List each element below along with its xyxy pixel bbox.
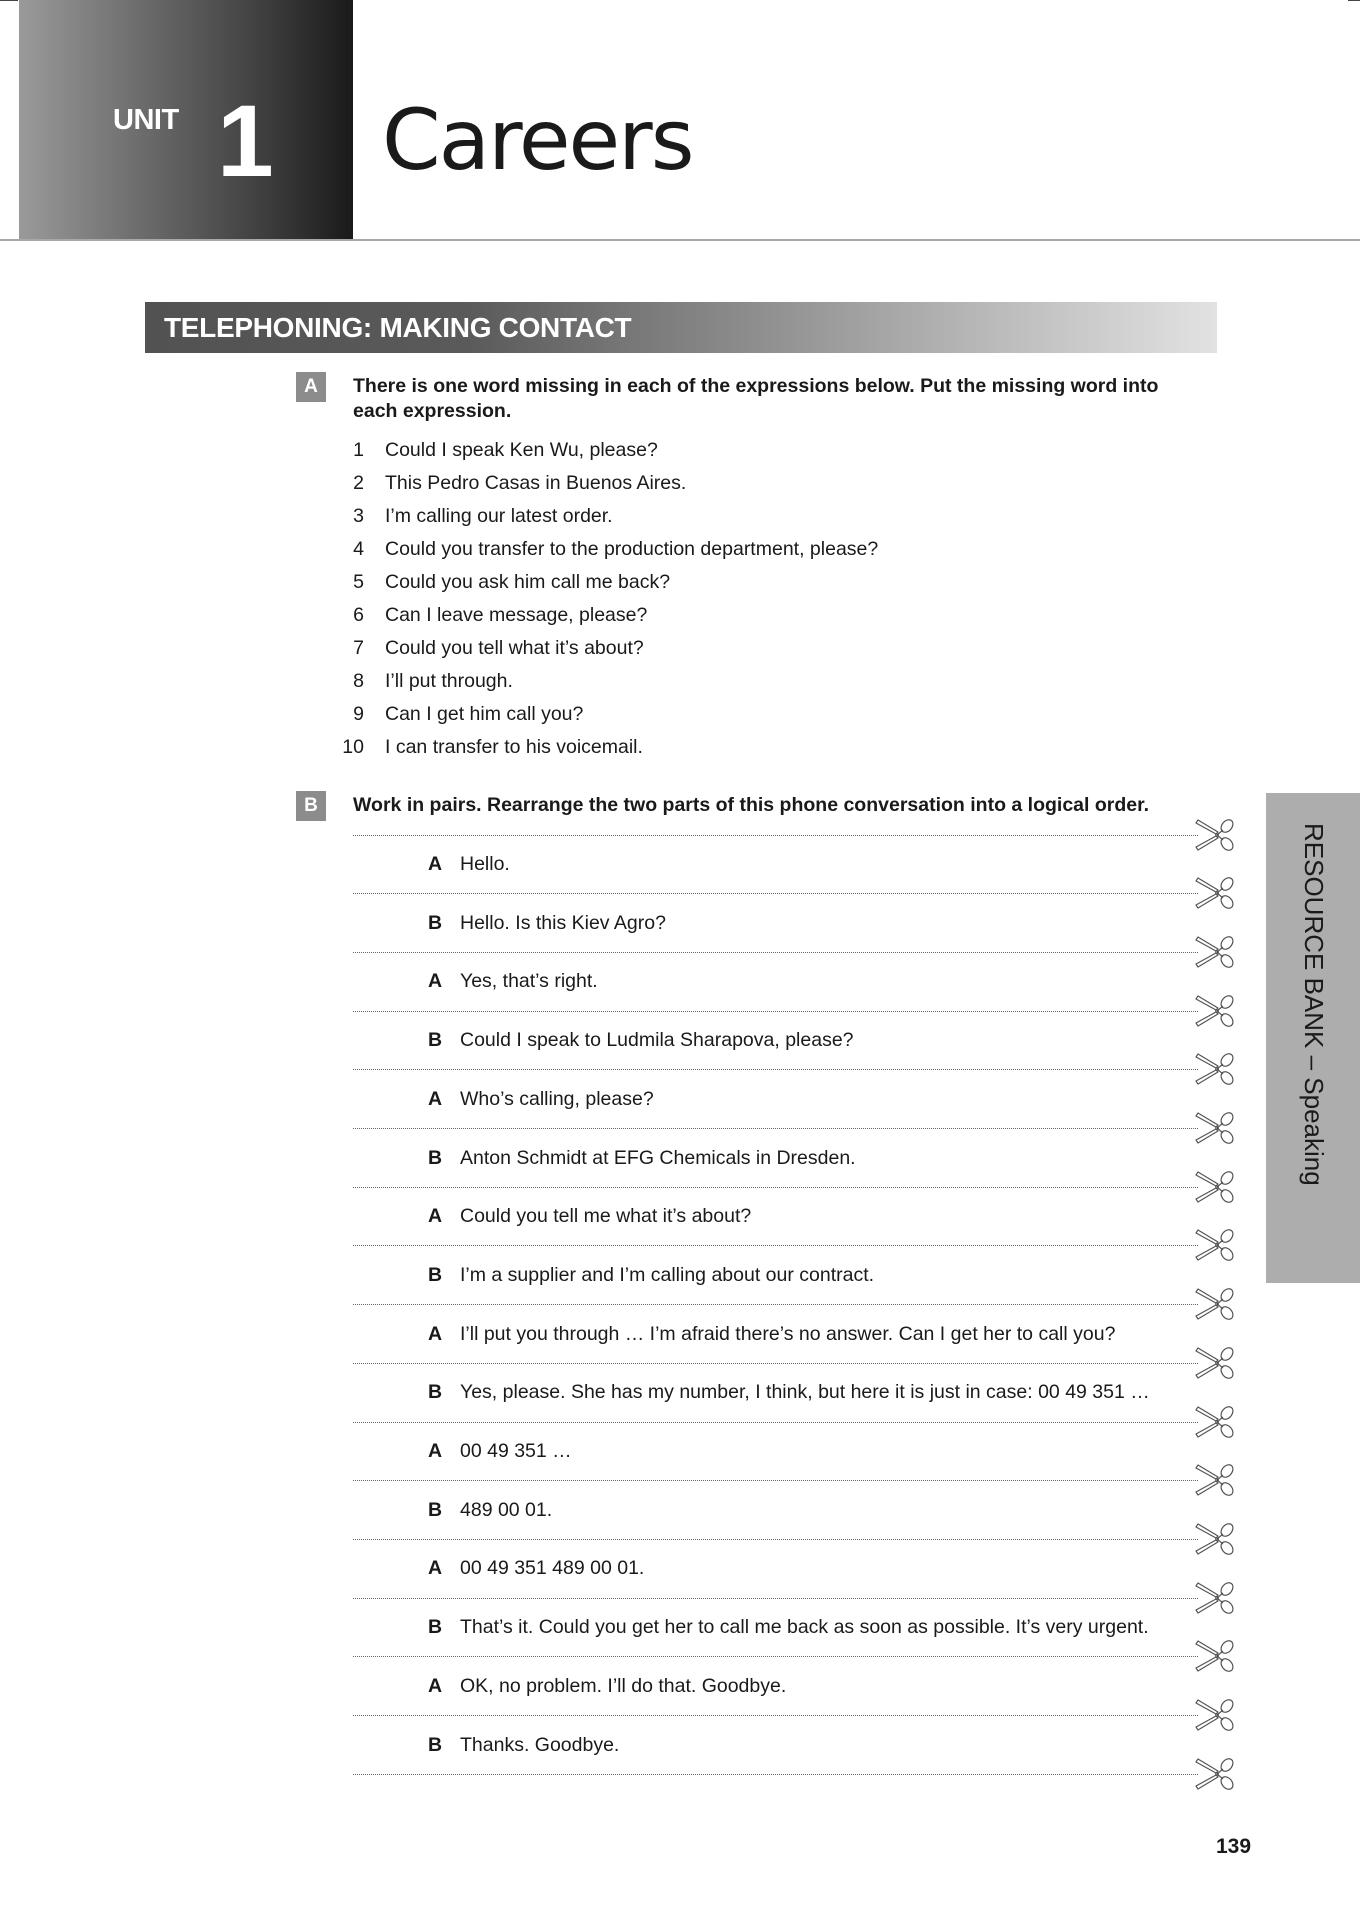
speaker-label: B	[428, 911, 443, 934]
exercise-item	[330, 698, 1030, 731]
section-header	[145, 302, 1217, 353]
conversation-strip	[0, 835, 1180, 893]
item-text: Can I leave message, please?	[385, 604, 648, 626]
exercise-a-badge: A	[296, 372, 326, 402]
header-divider	[0, 239, 1360, 241]
speaker-label: A	[428, 1674, 443, 1697]
side-tab-label: RESOURCE BANK – Speaking	[1299, 823, 1329, 1186]
cut-line	[353, 1774, 1198, 1775]
item-number: 7	[353, 637, 364, 659]
item-number: 5	[353, 571, 364, 593]
strip-text: That’s it. Could you get her to call me back as soon as possible. It’s very urgent.	[460, 1616, 1149, 1639]
conversation-strip	[0, 1598, 1180, 1656]
speaker-label: B	[428, 1733, 443, 1756]
strip-text: OK, no problem. I’ll do that. Goodbye.	[460, 1674, 787, 1697]
speaker-label: B	[428, 1146, 443, 1169]
speaker-label: A	[428, 970, 443, 993]
conversation-strip	[0, 1657, 1180, 1715]
exercise-a-list	[330, 434, 1030, 764]
strip-text: Who’s calling, please?	[460, 1087, 654, 1110]
item-text: Can I get him call you?	[385, 703, 584, 725]
exercise-b-badge: B	[296, 791, 326, 821]
item-text: I can transfer to his voicemail.	[385, 736, 643, 758]
unit-label: UNIT	[113, 104, 179, 136]
speaker-label: B	[428, 1498, 443, 1521]
speaker-label: B	[428, 1616, 443, 1639]
item-number: 4	[353, 538, 364, 560]
side-tab	[1266, 793, 1360, 1283]
exercise-b-instruction: Work in pairs. Rearrange the two parts of this phone conversation into a logical order.	[353, 794, 1150, 816]
scissors-icon	[1194, 1227, 1238, 1263]
strip-text: 00 49 351 …	[460, 1440, 572, 1462]
conversation-strip	[0, 1187, 1180, 1245]
section-title: TELEPHONING: MAKING CONTACT	[164, 312, 632, 343]
item-text: This Pedro Casas in Buenos Aires.	[385, 472, 687, 494]
strip-text: Thanks. Goodbye.	[460, 1733, 620, 1756]
scissors-icon	[1194, 1051, 1238, 1087]
strip-text: Could you tell me what it’s about?	[460, 1205, 752, 1228]
speaker-label: B	[428, 1263, 443, 1286]
item-number: 10	[342, 736, 364, 758]
unit-banner	[19, 0, 353, 239]
strip-text: Hello.	[460, 853, 510, 875]
conversation-strip	[0, 1246, 1180, 1304]
speaker-label: A	[428, 1322, 443, 1345]
conversation-strip	[0, 1011, 1180, 1069]
exercise-item	[330, 632, 1030, 665]
conversation-strip	[0, 1363, 1180, 1421]
strip-text: Hello. Is this Kiev Agro?	[460, 911, 666, 934]
item-text: I’m calling our latest order.	[385, 505, 613, 527]
speaker-label: A	[428, 1440, 443, 1462]
item-text: Could you tell what it’s about?	[385, 637, 644, 659]
exercise-item	[330, 665, 1030, 698]
strip-text: Anton Schmidt at EFG Chemicals in Dresden.	[460, 1146, 856, 1169]
item-number: 8	[353, 670, 364, 692]
speaker-label: A	[428, 1087, 443, 1110]
strip-text: 489 00 01.	[460, 1498, 553, 1521]
speaker-label: A	[428, 1205, 443, 1228]
scissors-icon	[1194, 875, 1238, 911]
strip-text: 00 49 351 489 00 01.	[460, 1557, 645, 1580]
exercise-a-instruction: There is one word missing in each of the expressions below. Put the missing word into each expression.	[353, 375, 1159, 422]
item-text: Could I speak Ken Wu, please?	[385, 439, 658, 461]
scissors-icon	[1194, 1110, 1238, 1146]
conversation-strip	[0, 1305, 1180, 1363]
speaker-label: A	[428, 1557, 443, 1580]
conversation-strip	[0, 1129, 1180, 1187]
conversation-strip	[0, 1070, 1180, 1128]
strip-text: Could I speak to Ludmila Sharapova, please?	[460, 1029, 854, 1052]
conversation-strip	[0, 1539, 1180, 1597]
scissors-icon	[1194, 1580, 1238, 1616]
item-number: 2	[353, 472, 364, 494]
item-number: 6	[353, 604, 364, 626]
conversation-strip	[0, 1481, 1180, 1539]
crop-mark	[0, 0, 18, 1]
crop-mark	[1348, 0, 1360, 1]
exercise-item	[330, 731, 1030, 764]
item-text: Could you transfer to the production department, please?	[385, 538, 879, 560]
scissors-icon	[1194, 1756, 1238, 1792]
item-number: 1	[353, 439, 364, 461]
conversation-strip	[0, 1716, 1180, 1774]
scissors-icon	[1194, 1169, 1238, 1205]
scissors-icon	[1194, 1286, 1238, 1322]
strip-text: Yes, that’s right.	[460, 970, 598, 993]
conversation-strip	[0, 894, 1180, 952]
item-text: I’ll put through.	[385, 670, 513, 692]
exercise-item	[330, 467, 1030, 500]
scissors-icon	[1194, 1345, 1238, 1381]
strip-text: Yes, please. She has my number, I think, but here it is just in case: 00 49 351 …	[460, 1381, 1150, 1404]
item-number: 3	[353, 505, 364, 527]
conversation-strip	[0, 1422, 1180, 1480]
scissors-icon	[1194, 934, 1238, 970]
scissors-icon	[1194, 1521, 1238, 1557]
page-number: 139	[1216, 1835, 1252, 1858]
item-text: Could you ask him call me back?	[385, 571, 671, 593]
exercise-item	[330, 500, 1030, 533]
scissors-icon	[1194, 1404, 1238, 1440]
exercise-item	[330, 566, 1030, 599]
scissors-icon	[1194, 1697, 1238, 1733]
speaker-label: B	[428, 1029, 443, 1052]
exercise-item	[330, 599, 1030, 632]
conversation-strip	[0, 952, 1180, 1010]
scissors-icon	[1194, 1638, 1238, 1674]
speaker-label: B	[428, 1381, 443, 1404]
item-number: 9	[353, 703, 364, 725]
strip-text: I’m a supplier and I’m calling about our contract.	[460, 1263, 875, 1286]
exercise-item	[330, 434, 1030, 467]
speaker-label: A	[428, 853, 443, 875]
page-title: Careers	[382, 91, 693, 189]
scissors-icon	[1194, 817, 1238, 853]
exercise-item	[330, 533, 1030, 566]
scissors-icon	[1194, 1462, 1238, 1498]
scissors-icon	[1194, 993, 1238, 1029]
unit-number: 1	[217, 84, 274, 198]
strip-text: I’ll put you through … I’m afraid there’s no answer. Can I get her to call you?	[460, 1322, 1116, 1345]
